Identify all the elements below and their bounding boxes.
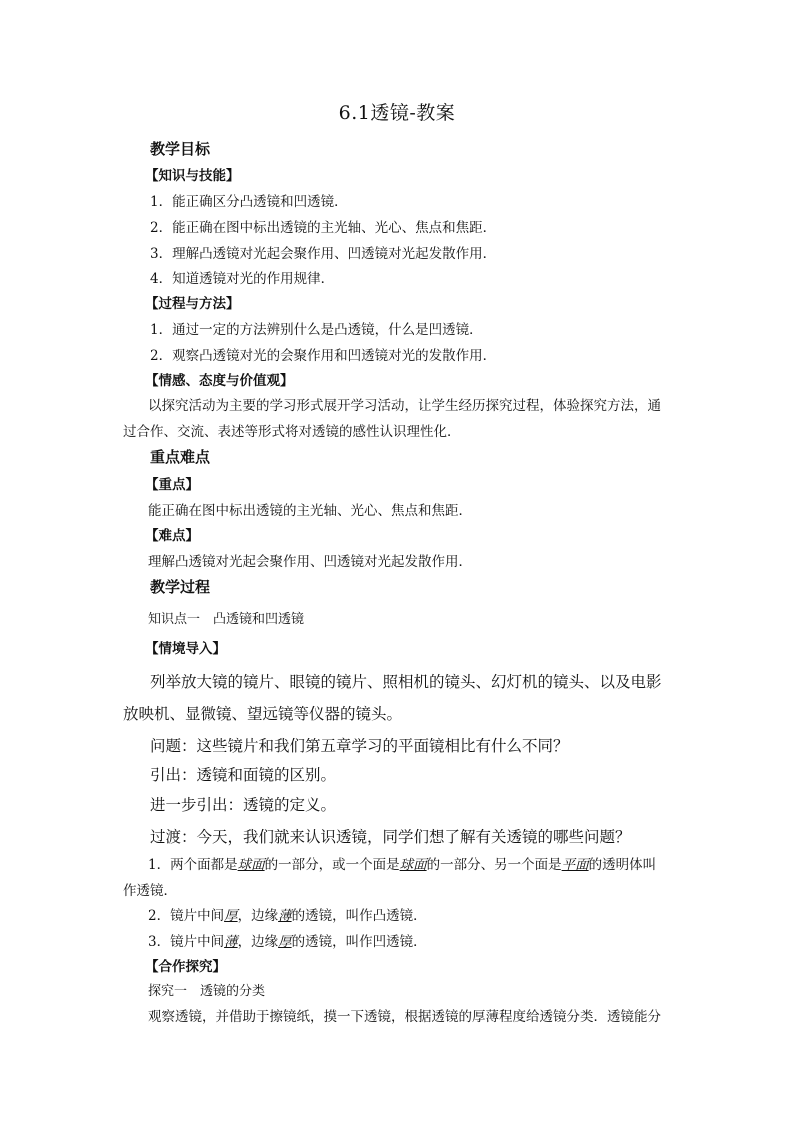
subheading-intro: 【情境导入】 (145, 641, 226, 657)
paragraph-line: 理解凸透镜对光起会聚作用、凹透镜对光起发散作用． (148, 554, 472, 570)
page-title: 6.1透镜-教案 (338, 102, 456, 124)
paragraph-line: 放映机、显微镜、望远镜等仪器的镜头。 (123, 705, 403, 723)
paragraph-line: 以探究活动为主要的学习形式展开学习活动，让学生经历探究过程，体验探究方法，通 (148, 398, 661, 414)
list-item: 3．理解凸透镜对光起会聚作用、凹透镜对光起发散作用． (150, 246, 497, 262)
subheading-cooperation: 【合作探究】 (145, 959, 226, 975)
text: 2．镜片中间 (148, 908, 225, 924)
text: 的透镜，叫作凸透镜． (291, 908, 427, 924)
handwritten-answer: 平面 (561, 857, 589, 873)
list-item: 2．能正确在图中标出透镜的主光轴、光心、焦点和焦距． (150, 220, 497, 236)
list-item: 4．知道透镜对光的作用规律． (150, 271, 335, 287)
handwritten-answer: 厚 (224, 908, 238, 924)
text: 的透明体叫 (588, 857, 657, 873)
text: ，边缘 (237, 934, 279, 950)
paragraph-line: 作透镜． (123, 883, 177, 899)
list-item: 2．观察凸透镜对光的会聚作用和凹透镜对光的发散作用． (150, 348, 497, 364)
text: 的一部分、另一个面是 (426, 857, 562, 873)
paragraph-line: 引出：透镜和面镜的区别。 (150, 766, 337, 784)
paragraph-line: 过渡：今天，我们就来认识透镜，同学们想了解有关透镜的哪些问题？ (150, 828, 631, 846)
handwritten-answer: 薄 (224, 934, 238, 950)
text: 3．镜片中间 (148, 934, 225, 950)
text: 的一部分，或一个面是 (264, 857, 400, 873)
paragraph-line: 能正确在图中标出透镜的主光轴、光心、焦点和焦距． (148, 503, 472, 519)
handwritten-answer: 球面 (399, 857, 427, 873)
definition-line-3 (148, 930, 427, 950)
text: ，边缘 (237, 908, 279, 924)
paragraph-line: 观察透镜，并借助于擦镜纸，摸一下透镜，根据透镜的厚薄程度给透镜分类．透镜能分 (148, 1009, 661, 1025)
section-heading-process: 教学过程 (150, 578, 211, 596)
paragraph-line: 进一步引出：透镜的定义。 (150, 796, 337, 814)
section-heading-goals: 教学目标 (150, 140, 211, 158)
paragraph-line: 列举放大镜的镜片、眼镜的镜片、照相机的镜头、幻灯机的镜头、以及电影 (150, 673, 662, 691)
subheading-process: 【过程与方法】 (145, 296, 240, 312)
definition-line-2 (148, 904, 427, 924)
text: 1．两个面都是 (148, 857, 238, 873)
definition-line-1 (148, 853, 656, 873)
exploration-title: 探究一 透镜的分类 (148, 984, 266, 999)
subheading-emotion: 【情感、态度与价值观】 (145, 373, 294, 389)
text: 的透镜，叫作凹透镜． (291, 934, 427, 950)
handwritten-answer: 厚 (278, 934, 292, 950)
paragraph-line: 过合作、交流、表述等形式将对透镜的感性认识理性化． (123, 424, 461, 440)
list-item: 1．通过一定的方法辨别什么是凸透镜，什么是凹透镜． (150, 322, 483, 338)
subheading-focus: 【重点】 (145, 477, 199, 493)
list-item: 1．能正确区分凸透镜和凹透镜． (150, 194, 348, 210)
knowledge-point-title: 知识点一 凸透镜和凹透镜 (148, 612, 305, 627)
subheading-knowledge: 【知识与技能】 (145, 168, 240, 184)
handwritten-answer: 薄 (278, 908, 292, 924)
handwritten-answer: 球面 (237, 857, 265, 873)
section-heading-key: 重点难点 (150, 448, 211, 466)
paragraph-line: 问题：这些镜片和我们第五章学习的平面镜相比有什么不同？ (150, 737, 569, 755)
subheading-difficulty: 【难点】 (145, 528, 199, 544)
